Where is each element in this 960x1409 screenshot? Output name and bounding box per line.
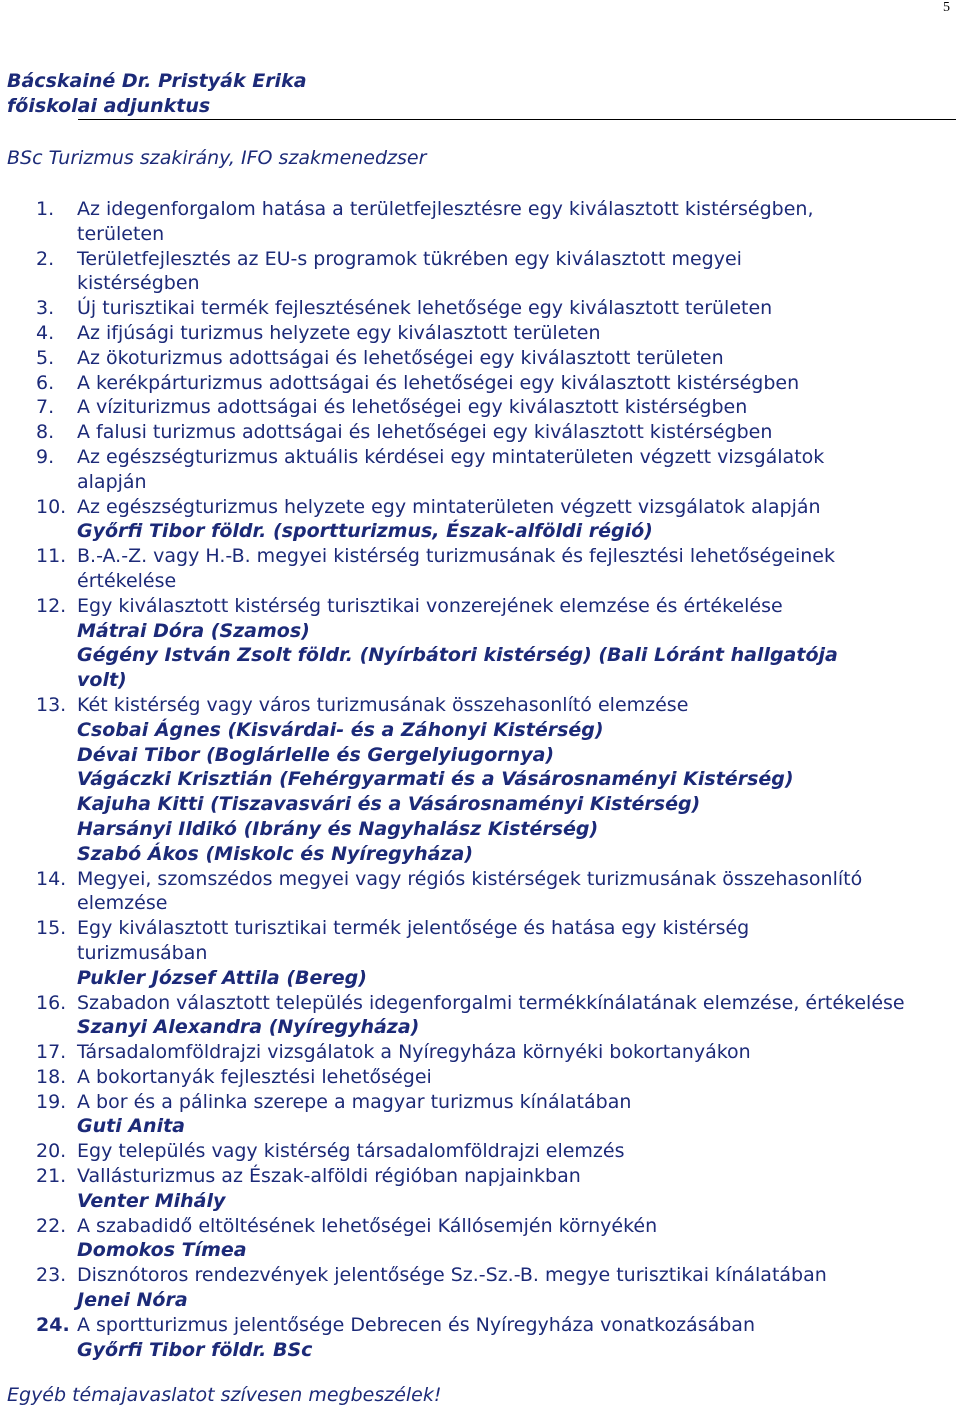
topic-item xyxy=(0,495,960,520)
header-divider xyxy=(78,119,956,120)
topic-author: Harsányi Ildikó (Ibrány és Nagyhalász Kistérség) xyxy=(77,817,599,840)
topic-number: 16. xyxy=(36,991,67,1014)
topic-number: 4. xyxy=(36,321,55,344)
topic-text: Két kistérség vagy város turizmusának összehasonlító elemzése xyxy=(77,693,689,716)
topic-item xyxy=(0,1214,960,1239)
topic-text: B.-A.-Z. vagy H.-B. megyei kistérség turizmusának és fejlesztési lehetőségeinek értékelése xyxy=(77,545,835,592)
topic-item xyxy=(0,1164,960,1189)
topic-text: Társadalomföldrajzi vizsgálatok a Nyíregyháza környéki bokortanyákon xyxy=(77,1041,751,1064)
topic-text: A víziturizmus adottságai és lehetőségei egy kiválasztott kistérségben xyxy=(77,396,748,419)
topic-item xyxy=(0,916,960,966)
topic-text: A bor és a pálinka szerepe a magyar turizmus kínálatában xyxy=(77,1090,632,1113)
supervisor-header xyxy=(7,69,960,119)
topic-item xyxy=(0,1065,960,1090)
topic-number: 12. xyxy=(36,594,67,617)
topic-number: 24. xyxy=(36,1313,70,1336)
topic-list xyxy=(0,197,960,1362)
topic-text: Vallásturizmus az Észak-alföldi régióban napjainkban xyxy=(77,1165,581,1188)
topic-item xyxy=(0,1263,960,1288)
topic-text: Egy kiválasztott turisztikai termék jelentősége és hatása egy kistérség turizmusában xyxy=(77,917,750,964)
topic-text: Disznótoros rendezvények jelentősége Sz.-Sz.-B. megye turisztikai kínálatában xyxy=(77,1264,827,1287)
topic-item xyxy=(0,1139,960,1164)
topic-author: Dévai Tibor (Boglárlelle és Gergelyiugornya) xyxy=(77,743,555,766)
topic-text: Az egészségturizmus aktuális kérdései egy mintaterületen végzett vizsgálatok alapján xyxy=(77,445,825,493)
topic-text: Megyei, szomszédos megyei vagy régiós kistérségek turizmusának összehasonlító elemzése xyxy=(77,867,863,915)
program-title: BSc Turizmus szakirány, IFO szakmenedzser xyxy=(7,147,427,169)
topic-text: A kerékpárturizmus adottságai és lehetőségei egy kiválasztott kistérségben xyxy=(77,371,800,394)
topic-item xyxy=(0,594,960,619)
topic-number: 11. xyxy=(36,545,67,568)
topic-number: 7. xyxy=(36,396,55,419)
topic-author: Győrfi Tibor földr. BSc xyxy=(77,1338,313,1361)
topic-author: Pukler József Attila (Bereg) xyxy=(77,966,367,989)
topic-item xyxy=(0,371,960,396)
topic-number: 5. xyxy=(36,346,55,369)
topic-item xyxy=(0,991,960,1016)
topic-number: 9. xyxy=(36,445,55,468)
topic-text: Az idegenforgalom hatása a területfejlesztésre egy kiválasztott kistérségben, területen xyxy=(77,198,814,245)
topic-number: 15. xyxy=(36,917,67,940)
topic-author: Gégény István Zsolt földr. (Nyírbátori kistérség) (Bali Lóránt hallgatója volt) xyxy=(77,644,838,692)
topic-item xyxy=(0,445,960,495)
topic-text: Szabadon választott település idegenforgalmi termékkínálatának elemzése, értékelése xyxy=(77,991,905,1014)
topic-text: Területfejlesztés az EU-s programok tükrében egy kiválasztott megyei kistérségben xyxy=(77,247,742,295)
page-number: 5 xyxy=(943,0,950,15)
topic-item xyxy=(0,197,960,247)
topic-author: Venter Mihály xyxy=(77,1189,226,1212)
topic-text: Az ökoturizmus adottságai és lehetőségei egy kiválasztott területen xyxy=(77,346,724,369)
topic-item xyxy=(0,1040,960,1065)
supervisor-name: Bácskainé Dr. Pristyák Erika xyxy=(7,70,307,92)
topic-number: 1. xyxy=(36,198,55,220)
topic-author: Szanyi Alexandra (Nyíregyháza) xyxy=(77,1016,420,1039)
topic-author: Kajuha Kitti (Tiszavasvári és a Vásárosnaményi Kistérség) xyxy=(77,793,701,816)
topic-number: 17. xyxy=(36,1041,67,1064)
topic-author: Guti Anita xyxy=(77,1115,185,1138)
topic-author: Szabó Ákos (Miskolc és Nyíregyháza) xyxy=(77,842,474,865)
topic-text: A sportturizmus jelentősége Debrecen és Nyíregyháza vonatkozásában xyxy=(77,1313,755,1336)
topic-text: Egy kiválasztott kistérség turisztikai vonzerejének elemzése és értékelése xyxy=(77,594,783,617)
topic-item xyxy=(0,420,960,445)
topic-text: Új turisztikai termék fejlesztésének lehetősége egy kiválasztott területen xyxy=(77,297,773,320)
topic-number: 3. xyxy=(36,297,55,320)
topic-item xyxy=(0,1313,960,1338)
topic-item xyxy=(0,867,960,917)
topic-author: Csobai Ágnes (Kisvárdai- és a Záhonyi Kistérség) xyxy=(77,718,604,741)
topic-text: Az ifjúsági turizmus helyzete egy kiválasztott területen xyxy=(77,321,601,344)
topic-number: 21. xyxy=(36,1165,67,1188)
topic-author: Vágáczki Krisztián (Fehérgyarmati és a Vásárosnaményi Kistérség) xyxy=(77,768,794,791)
topic-item xyxy=(0,296,960,321)
topic-author: Jenei Nóra xyxy=(77,1289,188,1312)
topic-author: Győrfi Tibor földr. (sportturizmus, Észak-alföldi régió) xyxy=(77,520,653,543)
topic-item xyxy=(0,346,960,371)
topic-number: 19. xyxy=(36,1090,67,1113)
topic-number: 6. xyxy=(36,371,55,394)
topic-number: 20. xyxy=(36,1140,67,1163)
topic-number: 22. xyxy=(36,1214,67,1237)
topic-item xyxy=(0,544,960,594)
topic-text: A szabadidő eltöltésének lehetőségei Kállósemjén környékén xyxy=(77,1214,658,1237)
topic-author: Mátrai Dóra (Szamos) xyxy=(77,619,310,642)
topic-number: 18. xyxy=(36,1065,67,1088)
topic-author: Domokos Tímea xyxy=(77,1239,247,1262)
topic-text: Egy település vagy kistérség társadalomföldrajzi elemzés xyxy=(77,1140,625,1163)
topic-text: A falusi turizmus adottságai és lehetőségei egy kiválasztott kistérségben xyxy=(77,421,773,444)
topic-number: 8. xyxy=(36,421,55,444)
supervisor-position: főiskolai adjunktus xyxy=(7,95,211,117)
topic-item xyxy=(0,693,960,718)
topic-number: 13. xyxy=(36,693,67,716)
topic-text: A bokortanyák fejlesztési lehetőségei xyxy=(77,1065,432,1088)
topic-number: 14. xyxy=(36,867,67,890)
topic-number: 23. xyxy=(36,1264,67,1287)
topic-number: 2. xyxy=(36,247,55,270)
topic-item xyxy=(0,1090,960,1115)
footer-note: Egyéb témajavaslatot szívesen megbeszélek! xyxy=(7,1384,442,1406)
topic-text: Az egészségturizmus helyzete egy mintaterületen végzett vizsgálatok alapján xyxy=(77,495,821,518)
topic-item xyxy=(0,321,960,346)
topic-number: 10. xyxy=(36,495,67,518)
topic-item xyxy=(0,247,960,297)
topic-item xyxy=(0,395,960,420)
